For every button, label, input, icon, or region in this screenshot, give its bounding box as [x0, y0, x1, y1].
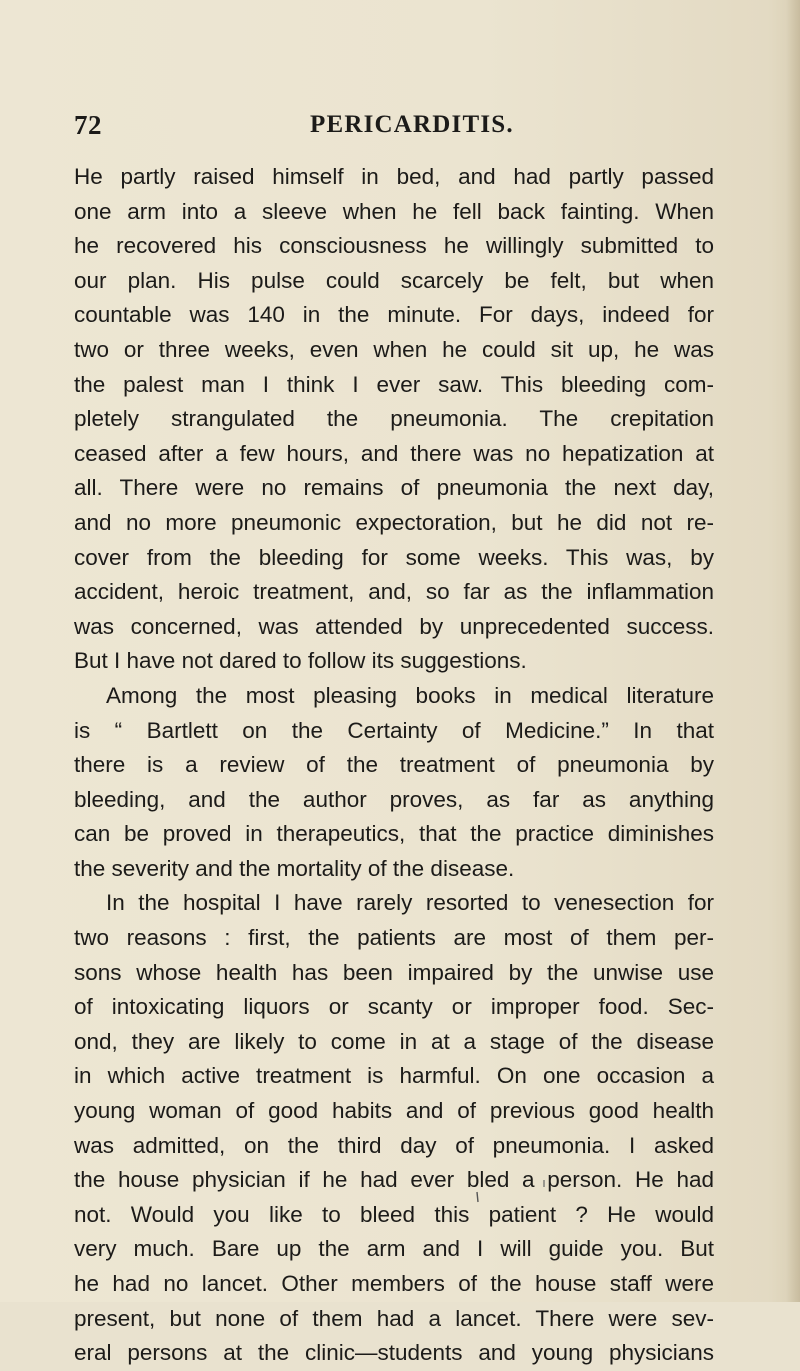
text-line: our plan. His pulse could scarcely be felt, but when: [74, 267, 714, 293]
text-line: all. There were no remains of pneumonia the next day,: [74, 475, 714, 501]
print-specks: [474, 1178, 554, 1208]
text-line: countable was 140 in the minute. For days, indeed for: [74, 302, 714, 328]
text-line: ond, they are likely to come in at a stage of the disease: [74, 1028, 714, 1054]
text-line: He partly raised himself in bed, and had partly passed: [74, 164, 714, 189]
text-line: the severity and the mortality of the disease.: [74, 855, 515, 881]
text-line: But I have not dared to follow its suggestions.: [74, 648, 527, 674]
text-line: not. Would you like to bleed this patient ? He would: [74, 1201, 714, 1227]
text-line: present, but none of them had a lancet. There were sev-: [74, 1305, 714, 1331]
text-line: one arm into a sleeve when he fell back fainting. When: [74, 198, 714, 224]
text-line: of intoxicating liquors or scanty or improper food. Sec-: [74, 994, 714, 1020]
text-line: was concerned, was attended by unprecedented success.: [74, 613, 714, 639]
page-number: 72: [74, 110, 102, 140]
text-line: bleeding, and the author proves, as far as anything: [74, 786, 714, 812]
text-line: the house physician if he had ever bled a person. He had: [74, 1167, 714, 1193]
text-line: two or three weeks, even when he could sit up, he was: [74, 336, 714, 362]
text-line: is “ Bartlett on the Certainty of Medicine.” In that: [74, 717, 714, 743]
page-header: [74, 110, 714, 146]
text-line: In the hospital I have rarely resorted to venesection for: [106, 890, 714, 916]
text-line: Among the most pleasing books in medical literature: [106, 682, 714, 708]
page-edge-shadow: [786, 0, 800, 1302]
text-line: young woman of good habits and of previous good health: [74, 1098, 714, 1124]
body-text: [74, 160, 714, 1371]
text-line: was admitted, on the third day of pneumonia. I asked: [74, 1132, 714, 1158]
text-line: accident, heroic treatment, and, so far as the inflammation: [74, 579, 714, 605]
text-line: the palest man I think I ever saw. This bleeding com-: [74, 371, 714, 397]
text-line: can be proved in therapeutics, that the practice diminishes: [74, 821, 714, 847]
text-line: ceased after a few hours, and there was no hepatization at: [74, 440, 714, 466]
text-line: very much. Bare up the arm and I will guide you. But: [74, 1236, 714, 1262]
text-line: eral persons at the clinic—students and young physicians: [74, 1340, 714, 1366]
text-line: two reasons : first, the patients are most of them per-: [74, 925, 714, 951]
text-line: there is a review of the treatment of pneumonia by: [74, 752, 714, 778]
text-line: he recovered his consciousness he willingly submitted to: [74, 233, 714, 259]
text-line: and no more pneumonic expectoration, but he did not re-: [74, 509, 714, 535]
text-line: cover from the bleeding for some weeks. This was, by: [74, 544, 714, 570]
text-line: pletely strangulated the pneumonia. The crepitation: [74, 406, 714, 432]
text-line: in which active treatment is harmful. On one occasion a: [74, 1063, 714, 1089]
text-line: sons whose health has been impaired by the unwise use: [74, 959, 714, 985]
text-line: he had no lancet. Other members of the house staff were: [74, 1271, 714, 1296]
running-title: PERICARDITIS.: [310, 111, 514, 138]
